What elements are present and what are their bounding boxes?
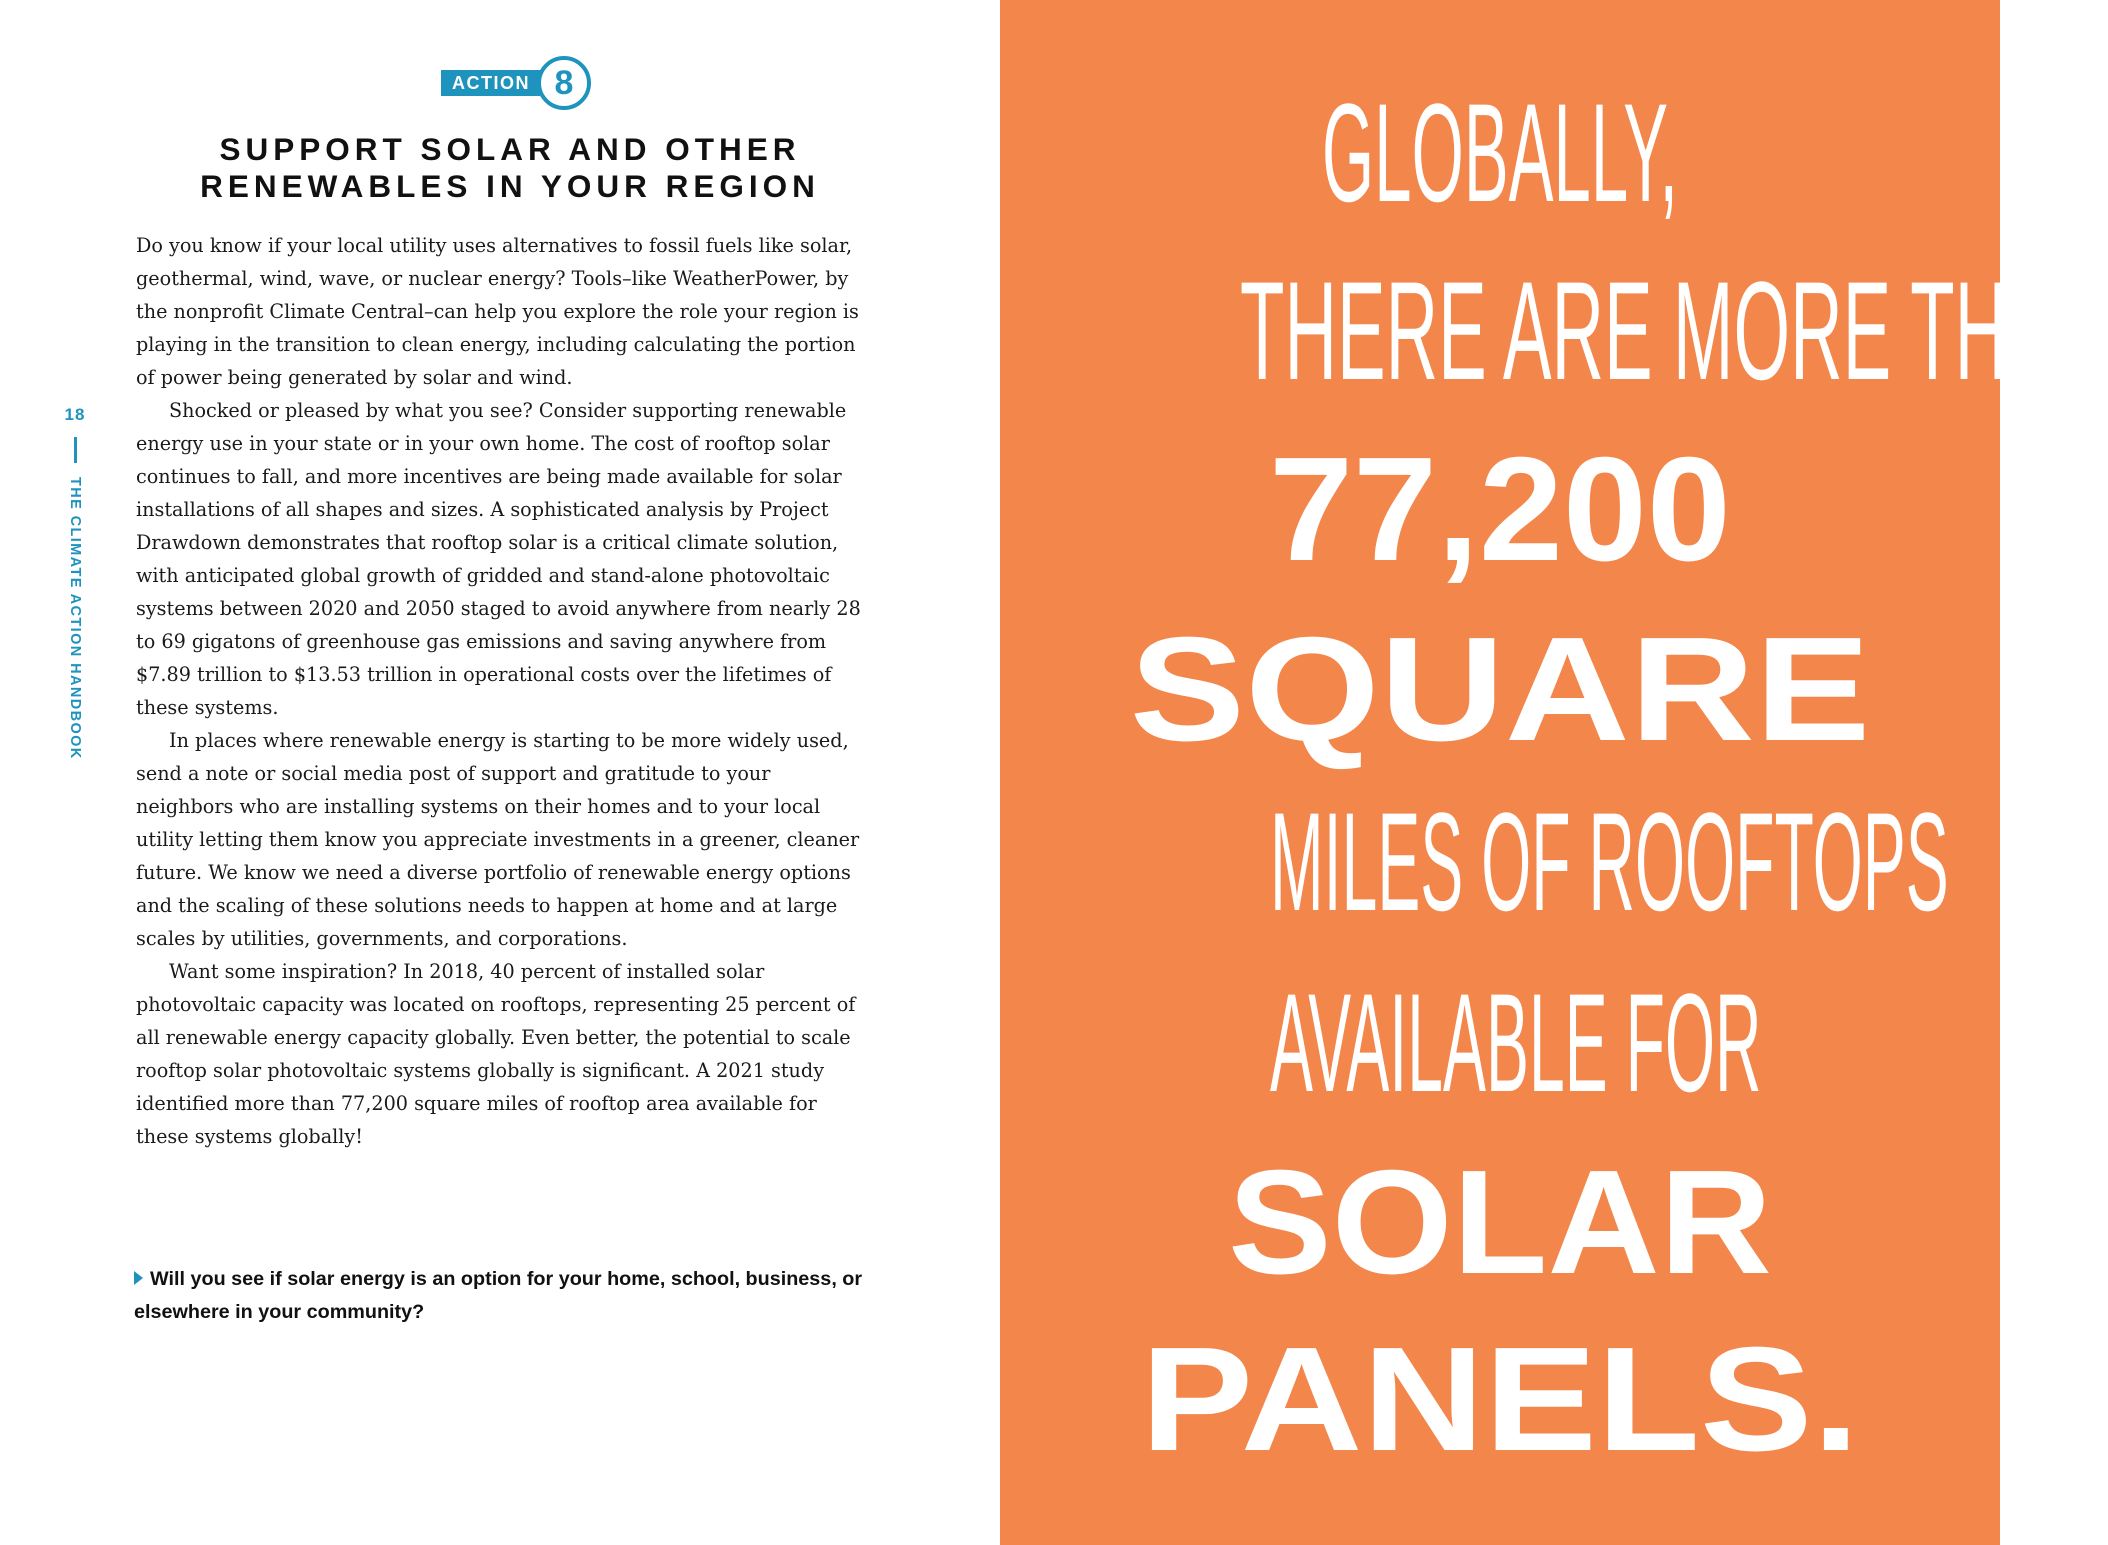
stat-line-there-are-more-than: THERE ARE MORE THAN [1240, 252, 2108, 409]
stat-line-solar: SOLAR [1228, 1140, 1772, 1305]
body-text [136, 229, 871, 1153]
folio-divider [74, 437, 77, 463]
left-page [0, 0, 1000, 1545]
action-number: 8 [537, 56, 591, 110]
stat-line-available-for: AVAILABLE FOR [1270, 964, 1762, 1121]
stat-line-square: SQUARE [1129, 607, 1871, 772]
stat-line-panels: PANELS. [1140, 1317, 1860, 1482]
paragraph: Shocked or pleased by what you see? Consider supporting renewable energy use in your state or in your own home. The cost of rooftop solar continues to fall, and more incentives are being made available for solar installations of all shapes and sizes. A sophisticated analysis by Project Drawdown demonstrates that rooftop solar is a critical climate solution, with anticipated global growth of gridded and stand-alone photovoltaic systems between 2020 and 2050 staged to avoid anywhere from nearly 28 to 69 gigatons of greenhouse gas emissions and saving anywhere from $7.89 trillion to $13.53 trillion in operational costs over the lifetimes of these systems. [136, 399, 861, 719]
right-page-stat-panel [1000, 0, 2108, 1545]
paragraph: Want some inspiration? In 2018, 40 percent of installed solar photovoltaic capacity was located on rooftops, representing 25 percent of all renewable energy capacity globally. Even better, the potential to scale rooftop solar photovoltaic systems globally is significant. A 2021 study identified more than 77,200 square miles of rooftop area available for these systems globally! [136, 960, 856, 1148]
running-book-title: THE CLIMATE ACTION HANDBOOK [67, 477, 83, 760]
page-number: 18 [64, 405, 86, 424]
paragraph: Do you know if your local utility uses alternatives to fossil fuels like solar, geothermal, wind, wave, or nuclear energy? Tools–like WeatherPower, by the nonprofit Climate Central–can help you explore the role your region is playing in the transition to clean energy, including calculating the portion of power being generated by solar and wind. [136, 234, 859, 389]
heading-line-1: SUPPORT SOLAR AND OTHER [219, 131, 801, 167]
heading-line-2: RENEWABLES IN YOUR REGION [200, 168, 820, 204]
call-to-action-text: Will you see if solar energy is an option for your home, school, business, or elsewhere in your community? [134, 1268, 863, 1323]
action-badge [441, 56, 591, 110]
section-heading [120, 131, 900, 205]
stat-line-globally: GLOBALLY, [1321, 74, 1679, 231]
stat-line-number: 77,200 [1269, 427, 1731, 592]
stat-line-miles-of-rooftops: MILES OF ROOFTOPS [1270, 783, 1949, 940]
triangle-right-icon [134, 1271, 143, 1285]
side-folio [58, 405, 92, 760]
action-label: ACTION [441, 70, 540, 96]
call-to-action [134, 1263, 874, 1329]
paragraph: In places where renewable energy is starting to be more widely used, send a note or social media post of support and gratitude to your neighbors who are installing systems on their homes and to your local utility letting them know you appreciate investments in a greener, cleaner future. We know we need a diverse portfolio of renewable energy options and the scaling of these solutions needs to happen at home and at large scales by utilities, governments, and corporations. [136, 729, 860, 950]
